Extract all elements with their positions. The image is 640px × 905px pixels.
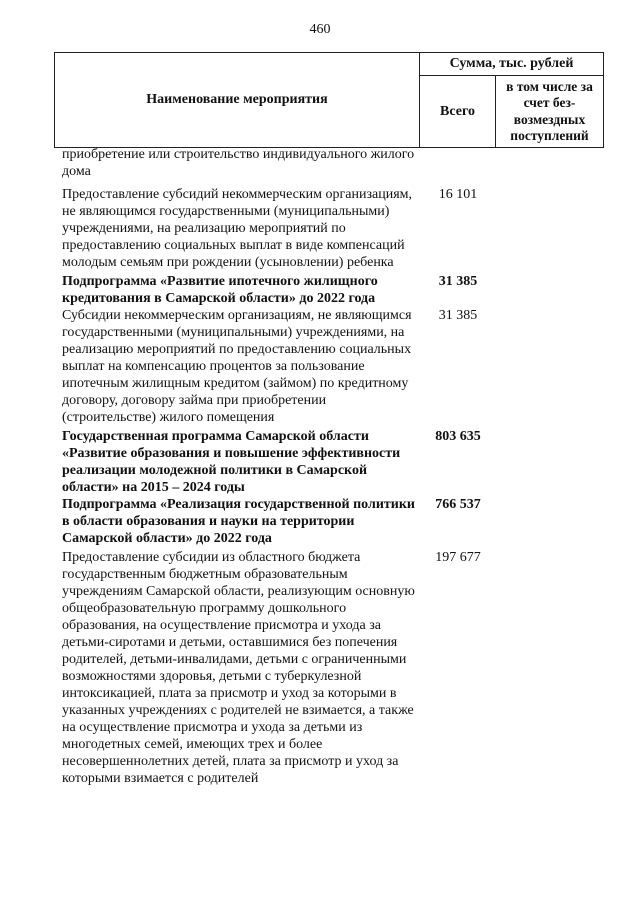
table-row bbox=[62, 146, 607, 180]
table-row bbox=[62, 273, 607, 307]
column-header-total: Всего bbox=[420, 76, 496, 147]
row-name: Подпрограмма «Реализация государственной политики в области образования и науки на территории Самарской области» до 2022 года bbox=[62, 497, 415, 546]
page-number: 460 bbox=[309, 22, 331, 37]
row-name: Государственная программа Самарской области «Развитие образования и повышение эффективности реализации молодежной политики в Самарской области» на 2015 – 2024 годы bbox=[62, 429, 401, 495]
row-name: Субсидии некоммерческим организациям, не являющимся государственными (муниципальными) учреждениями, на реализацию мероприятий по предоставлению социальных выплат на компенсацию процентов за пользование ипотечным жилищным кредитом (займом) по кредитному договору, договору займа при приобретении (строительстве) жилого помещения bbox=[62, 308, 412, 425]
table-header bbox=[54, 52, 604, 148]
table-body bbox=[62, 146, 607, 787]
column-header-including: в том числе за счет без-возмездных поступлений bbox=[506, 78, 593, 143]
table-row bbox=[62, 549, 607, 787]
column-header-sum: Сумма, тыс. рублей bbox=[420, 53, 603, 76]
row-total: 197 677 bbox=[435, 550, 481, 565]
table-row bbox=[62, 307, 607, 426]
row-name: Предоставление субсидий некоммерческим организациям, не являющимся государственными (муниципальными) учреждениями, на реализацию мероприятий по предоставлению социальных выплат в виде компенсаций молодым семьям при рождении (усыновлении) ребенка bbox=[62, 187, 412, 270]
row-total: 803 635 bbox=[435, 429, 481, 444]
table-row bbox=[62, 428, 607, 496]
table-row bbox=[62, 186, 607, 271]
row-total: 16 101 bbox=[438, 187, 478, 202]
row-name: Предоставление субсидии из областного бюджета государственным бюджетным образовательным учреждениям Самарской области, реализующим основную общеобразовательную программу дошкольного образования, на осуществление присмотра и ухода за детьми-сиротами и детьми, оставшимися без попечения родителей, детьми-инвалидами, детьми с ограниченными возможностями здоровья, детьми с туберкулезной интоксикацией, плата за присмотр и уход за которыми в указанных учреждениях с родителей не взимается, а также на осуществление присмотра и ухода за детьми из многодетных семей, имеющих трех и более несовершеннолетних детей, плата за присмотр и уход за которыми взимается с родителей bbox=[62, 550, 415, 786]
table-row bbox=[62, 496, 607, 547]
column-header-name: Наименование мероприятия bbox=[55, 53, 420, 147]
row-total: 766 537 bbox=[435, 497, 481, 512]
row-name: Подпрограмма «Развитие ипотечного жилищного кредитования в Самарской области» до 2022 года bbox=[62, 274, 378, 306]
row-total: 31 385 bbox=[438, 274, 478, 289]
row-name: приобретение или строительство индивидуального жилого дома bbox=[62, 147, 415, 179]
row-total: 31 385 bbox=[438, 308, 478, 323]
